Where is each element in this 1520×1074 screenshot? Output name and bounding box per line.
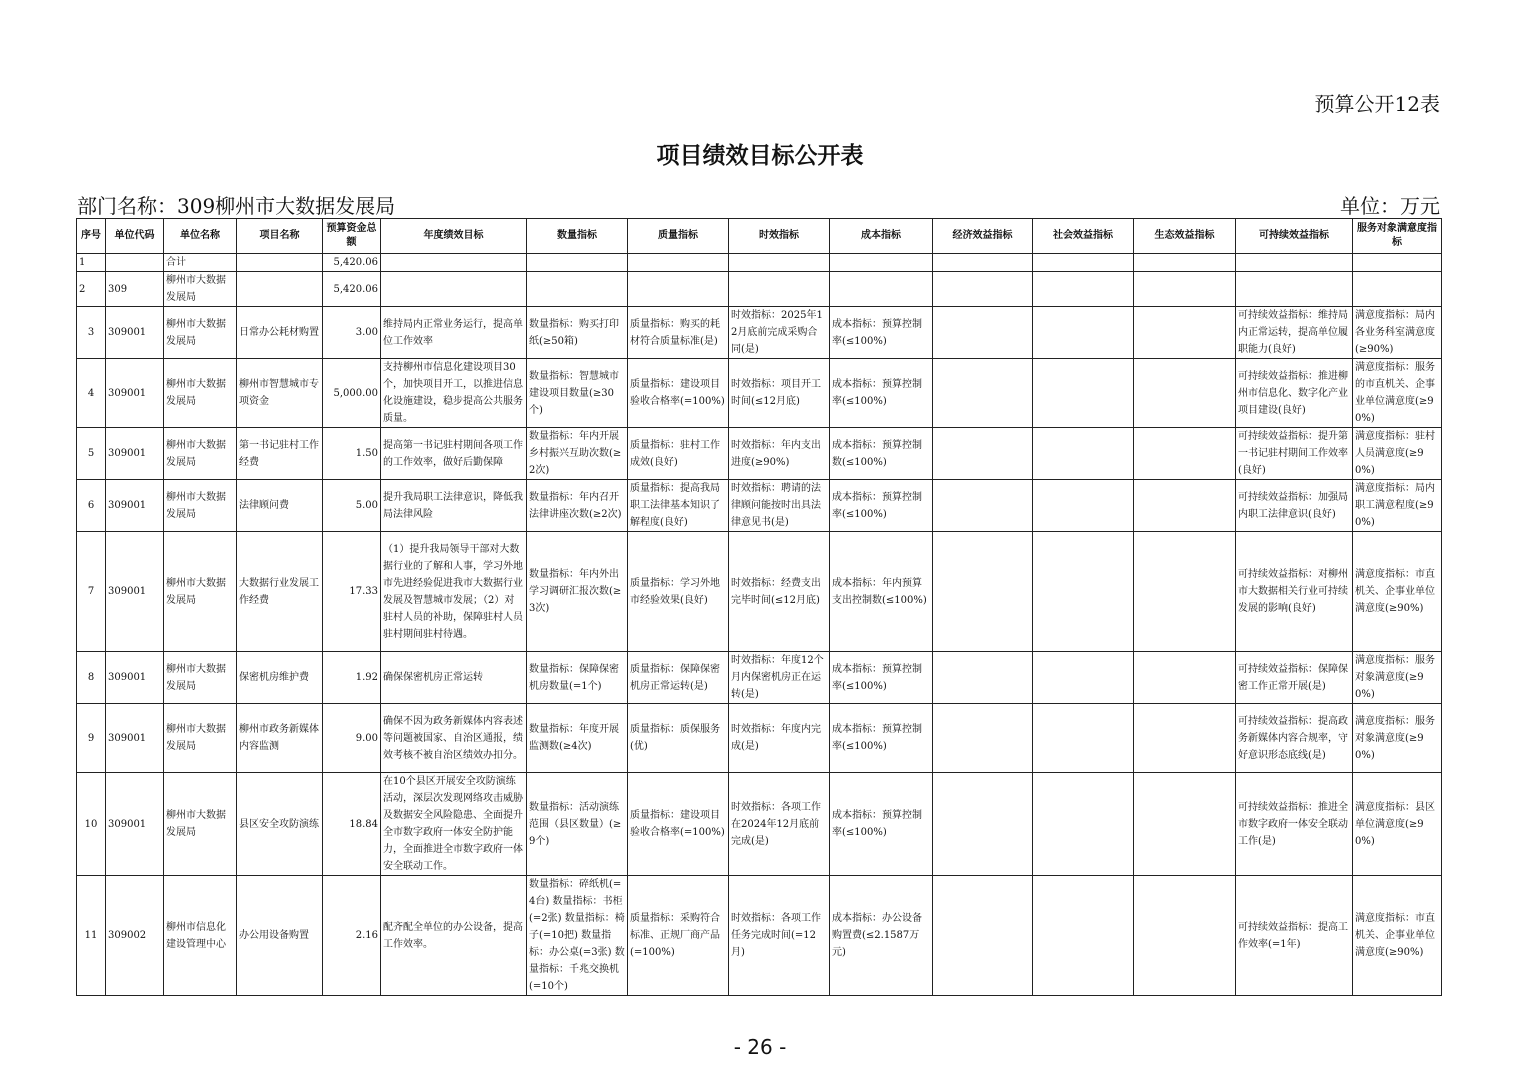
cell-quality: 质量指标：购买的耗材符合质量标准(是) — [628, 307, 729, 359]
cell-goal: 维持局内正常业务运行，提高单位工作效率 — [381, 307, 527, 359]
cell-budget: 3.00 — [323, 307, 381, 359]
table-row — [77, 254, 1442, 272]
cell-unit: 合计 — [164, 254, 237, 272]
cell-project: 柳州市智慧城市专项资金 — [237, 359, 323, 428]
cell-goal: （1）提升我局领导干部对大数据行业的了解和人事，学习外地市先进经验促进我市大数据行业发展及智慧城市发展；（2）对驻村人员的补助，保障驻村人员驻村期间驻村待遇。 — [381, 532, 527, 652]
cell-seq: 3 — [77, 307, 106, 359]
cell-goal: 配齐配全单位的办公设备，提高工作效率。 — [381, 876, 527, 996]
cell-satisfaction: 满意度指标：县区单位满意度(≥90%) — [1353, 773, 1442, 876]
cell-project: 法律顾问费 — [237, 480, 323, 532]
cell-sustain: 可持续效益指标：推进柳州市信息化、数字化产业项目建设(良好) — [1236, 359, 1353, 428]
header-cost: 成本指标 — [830, 219, 933, 254]
cell-time: 时效指标：各项工作任务完成时间(=12月) — [729, 876, 830, 996]
cell-satisfaction: 满意度指标：服务的市直机关、企事业单位满意度(≥90%) — [1353, 359, 1442, 428]
cell-code: 309001 — [106, 652, 164, 704]
table-row — [77, 428, 1442, 480]
cell-econ — [933, 773, 1033, 876]
cell-seq: 8 — [77, 652, 106, 704]
cell-qty: 数量指标：保障保密机房数量(=1个) — [527, 652, 628, 704]
header-budget: 预算资金总额 — [323, 219, 381, 254]
cell-goal — [381, 254, 527, 272]
cell-quality: 质量指标：驻村工作成效(良好) — [628, 428, 729, 480]
header-econ: 经济效益指标 — [933, 219, 1033, 254]
header-code: 单位代码 — [106, 219, 164, 254]
cell-budget: 5,420.06 — [323, 272, 381, 307]
cell-social — [1033, 359, 1134, 428]
cell-eco — [1134, 428, 1236, 480]
cell-qty: 数量指标：智慧城市建设项目数量(≥30个) — [527, 359, 628, 428]
cell-goal: 确保不因为政务新媒体内容表述等问题被国家、自治区通报，绩效考核不被自治区绩效办扣分。 — [381, 704, 527, 773]
table-row — [77, 532, 1442, 652]
cell-satisfaction — [1353, 254, 1442, 272]
cell-quality: 质量指标：学习外地市经验效果(良好) — [628, 532, 729, 652]
cell-time: 时效指标：项目开工时间(≤12月底) — [729, 359, 830, 428]
cell-eco — [1134, 480, 1236, 532]
cell-cost: 成本指标：预算控制率(≤100%) — [830, 652, 933, 704]
cell-social — [1033, 773, 1134, 876]
cell-time: 时效指标：年度内完成(是) — [729, 704, 830, 773]
cell-social — [1033, 876, 1134, 996]
table-row — [77, 307, 1442, 359]
page-title: 项目绩效目标公开表 — [656, 143, 864, 169]
cell-sustain: 可持续效益指标：对柳州市大数据相关行业可持续发展的影响(良好) — [1236, 532, 1353, 652]
cell-code: 309002 — [106, 876, 164, 996]
cell-unit: 柳州市信息化建设管理中心 — [164, 876, 237, 996]
cell-quality: 质量指标：采购符合标准、正规厂商产品(=100%) — [628, 876, 729, 996]
cell-econ — [933, 532, 1033, 652]
cell-code: 309001 — [106, 359, 164, 428]
cell-seq: 5 — [77, 428, 106, 480]
table-row — [77, 480, 1442, 532]
cell-sustain — [1236, 272, 1353, 307]
cell-unit: 柳州市大数据发展局 — [164, 704, 237, 773]
cell-cost — [830, 272, 933, 307]
cell-budget: 17.33 — [323, 532, 381, 652]
cell-goal: 确保保密机房正常运转 — [381, 652, 527, 704]
cell-time: 时效指标：聘请的法律顾问能按时出具法律意见书(是) — [729, 480, 830, 532]
cell-cost — [830, 254, 933, 272]
currency-unit: 单位：万元 — [1340, 194, 1440, 218]
cell-sustain: 可持续效益指标：保障保密工作正常开展(是) — [1236, 652, 1353, 704]
cell-social — [1033, 307, 1134, 359]
cell-project: 第一书记驻村工作经费 — [237, 428, 323, 480]
cell-code: 309001 — [106, 428, 164, 480]
cell-sustain: 可持续效益指标：提升第一书记驻村期间工作效率(良好) — [1236, 428, 1353, 480]
cell-satisfaction: 满意度指标：服务对象满意度(≥90%) — [1353, 652, 1442, 704]
cell-code: 309001 — [106, 480, 164, 532]
cell-econ — [933, 704, 1033, 773]
table-row — [77, 359, 1442, 428]
table-row — [77, 704, 1442, 773]
cell-unit: 柳州市大数据发展局 — [164, 307, 237, 359]
cell-budget: 1.50 — [323, 428, 381, 480]
cell-econ — [933, 480, 1033, 532]
cell-budget: 9.00 — [323, 704, 381, 773]
cell-project: 办公用设备购置 — [237, 876, 323, 996]
cell-satisfaction: 满意度指标：市直机关、企事业单位满意度(≥90%) — [1353, 876, 1442, 996]
cell-eco — [1134, 254, 1236, 272]
cell-seq: 9 — [77, 704, 106, 773]
cell-satisfaction — [1353, 272, 1442, 307]
cell-eco — [1134, 704, 1236, 773]
cell-unit: 柳州市大数据发展局 — [164, 359, 237, 428]
cell-satisfaction: 满意度指标：市直机关、企事业单位满意度(≥90%) — [1353, 532, 1442, 652]
cell-unit: 柳州市大数据发展局 — [164, 652, 237, 704]
cell-satisfaction: 满意度指标：驻村人员满意度(≥90%) — [1353, 428, 1442, 480]
cell-project: 日常办公耗材购置 — [237, 307, 323, 359]
cell-code — [106, 254, 164, 272]
cell-time: 时效指标：各项工作在2024年12月底前完成(是) — [729, 773, 830, 876]
header-social: 社会效益指标 — [1033, 219, 1134, 254]
cell-eco — [1134, 652, 1236, 704]
cell-quality — [628, 254, 729, 272]
page-number: - 26 - — [733, 1035, 787, 1059]
table-row — [77, 876, 1442, 996]
cell-econ — [933, 254, 1033, 272]
cell-project: 柳州市政务新媒体内容监测 — [237, 704, 323, 773]
cell-eco — [1134, 307, 1236, 359]
cell-project: 大数据行业发展工作经费 — [237, 532, 323, 652]
cell-qty — [527, 272, 628, 307]
cell-eco — [1134, 359, 1236, 428]
cell-sustain: 可持续效益指标：提高政务新媒体内容合规率，守好意识形态底线(是) — [1236, 704, 1353, 773]
cell-project: 县区安全攻防演练 — [237, 773, 323, 876]
cell-econ — [933, 652, 1033, 704]
cell-sustain — [1236, 254, 1353, 272]
cell-satisfaction: 满意度指标：局内职工满意程度(≥90%) — [1353, 480, 1442, 532]
header-quality: 质量指标 — [628, 219, 729, 254]
cell-social — [1033, 652, 1134, 704]
cell-quality: 质量指标：质保服务(优) — [628, 704, 729, 773]
cell-seq: 1 — [77, 254, 106, 272]
header-project: 项目名称 — [237, 219, 323, 254]
cell-cost: 成本指标：预算控制率(≤100%) — [830, 307, 933, 359]
cell-qty: 数量指标：年内开展乡村振兴互助次数(≥2次) — [527, 428, 628, 480]
table-row — [77, 773, 1442, 876]
cell-cost: 成本指标：预算控制率(≤100%) — [830, 704, 933, 773]
cell-unit: 柳州市大数据发展局 — [164, 272, 237, 307]
header-unit: 单位名称 — [164, 219, 237, 254]
cell-code: 309001 — [106, 773, 164, 876]
cell-time: 时效指标：经费支出完毕时间(≤12月底) — [729, 532, 830, 652]
cell-social — [1033, 704, 1134, 773]
table-header-row — [77, 219, 1442, 254]
cell-social — [1033, 272, 1134, 307]
cell-code: 309001 — [106, 704, 164, 773]
cell-qty: 数量指标：活动演练范围（县区数量）(≥9个) — [527, 773, 628, 876]
cell-cost: 成本指标：预算控制率(≤100%) — [830, 480, 933, 532]
cell-quality: 质量指标：保障保密机房正常运转(是) — [628, 652, 729, 704]
cell-sustain: 可持续效益指标：加强局内职工法律意识(良好) — [1236, 480, 1353, 532]
cell-sustain: 可持续效益指标：维持局内正常运转，提高单位履职能力(良好) — [1236, 307, 1353, 359]
cell-goal: 提升我局职工法律意识，降低我局法律风险 — [381, 480, 527, 532]
cell-quality: 质量指标：提高我局职工法律基本知识了解程度(良好) — [628, 480, 729, 532]
table-row — [77, 272, 1442, 307]
cell-budget: 18.84 — [323, 773, 381, 876]
cell-goal — [381, 272, 527, 307]
cell-time: 时效指标：年内支出进度(≥90%) — [729, 428, 830, 480]
cell-cost: 成本指标：年内预算支出控制数(≤100%) — [830, 532, 933, 652]
cell-budget: 2.16 — [323, 876, 381, 996]
cell-goal: 提高第一书记驻村期间各项工作的工作效率，做好后勤保障 — [381, 428, 527, 480]
cell-project — [237, 254, 323, 272]
cell-satisfaction: 满意度指标：服务对象满意度(≥90%) — [1353, 704, 1442, 773]
cell-qty: 数量指标：碎纸机(=4台) 数量指标：书柜(=2张) 数量指标：椅子(=10把) 数量指标：办公桌(=3张) 数量指标：千兆交换机(=10个) — [527, 876, 628, 996]
header-qty: 数量指标 — [527, 219, 628, 254]
cell-econ — [933, 428, 1033, 480]
cell-time — [729, 254, 830, 272]
cell-unit: 柳州市大数据发展局 — [164, 428, 237, 480]
cell-project — [237, 272, 323, 307]
cell-social — [1033, 254, 1134, 272]
cell-social — [1033, 480, 1134, 532]
cell-time: 时效指标：年度12个月内保密机房正在运转(是) — [729, 652, 830, 704]
cell-cost: 成本指标：预算控制数(≤100%) — [830, 428, 933, 480]
cell-unit: 柳州市大数据发展局 — [164, 773, 237, 876]
header-eco: 生态效益指标 — [1134, 219, 1236, 254]
cell-econ — [933, 359, 1033, 428]
cell-cost: 成本指标：预算控制率(≤100%) — [830, 359, 933, 428]
header-goal: 年度绩效目标 — [381, 219, 527, 254]
cell-code: 309 — [106, 272, 164, 307]
cell-sustain: 可持续效益指标：推进全市数字政府一体安全联动工作(是) — [1236, 773, 1353, 876]
header-time: 时效指标 — [729, 219, 830, 254]
cell-code: 309001 — [106, 532, 164, 652]
cell-project: 保密机房维护费 — [237, 652, 323, 704]
cell-econ — [933, 272, 1033, 307]
cell-qty — [527, 254, 628, 272]
cell-seq: 7 — [77, 532, 106, 652]
header-sustain: 可持续效益指标 — [1236, 219, 1353, 254]
cell-quality: 质量指标：建设项目验收合格率(=100%) — [628, 773, 729, 876]
cell-qty: 数量指标：年内外出学习调研汇报次数(≥3次) — [527, 532, 628, 652]
cell-seq: 6 — [77, 480, 106, 532]
cell-cost: 成本指标：办公设备购置费(≤2.1587万元) — [830, 876, 933, 996]
performance-table — [76, 218, 1442, 996]
cell-sustain: 可持续效益指标：提高工作效率(=1年) — [1236, 876, 1353, 996]
header-satisfaction: 服务对象满意度指标 — [1353, 219, 1442, 254]
cell-seq: 11 — [77, 876, 106, 996]
cell-eco — [1134, 876, 1236, 996]
cell-seq: 10 — [77, 773, 106, 876]
table-row — [77, 652, 1442, 704]
cell-qty: 数量指标：年度开展监测数(≥4次) — [527, 704, 628, 773]
cell-time: 时效指标：2025年12月底前完成采购合同(是) — [729, 307, 830, 359]
department-name: 部门名称：309柳州市大数据发展局 — [77, 194, 396, 218]
cell-goal: 支持柳州市信息化建设项目30个，加快项目开工，以推进信息化设施建设，稳步提高公共服务质量。 — [381, 359, 527, 428]
cell-seq: 4 — [77, 359, 106, 428]
cell-quality — [628, 272, 729, 307]
cell-econ — [933, 876, 1033, 996]
cell-social — [1033, 532, 1134, 652]
cell-budget: 5.00 — [323, 480, 381, 532]
cell-eco — [1134, 532, 1236, 652]
cell-qty: 数量指标：购买打印纸(≥50箱) — [527, 307, 628, 359]
cell-seq: 2 — [77, 272, 106, 307]
cell-social — [1033, 428, 1134, 480]
cell-qty: 数量指标：年内召开法律讲座次数(≥2次) — [527, 480, 628, 532]
cell-budget: 5,000.00 — [323, 359, 381, 428]
cell-econ — [933, 307, 1033, 359]
cell-cost: 成本指标：预算控制率(≤100%) — [830, 773, 933, 876]
cell-budget: 1.92 — [323, 652, 381, 704]
cell-time — [729, 272, 830, 307]
header-seq: 序号 — [77, 219, 106, 254]
cell-quality: 质量指标：建设项目验收合格率(=100%) — [628, 359, 729, 428]
cell-budget: 5,420.06 — [323, 254, 381, 272]
cell-satisfaction: 满意度指标：局内各业务科室满意度(≥90%) — [1353, 307, 1442, 359]
form-number: 预算公开12表 — [1314, 92, 1440, 116]
cell-code: 309001 — [106, 307, 164, 359]
cell-eco — [1134, 272, 1236, 307]
cell-unit: 柳州市大数据发展局 — [164, 532, 237, 652]
cell-goal: 在10个县区开展安全攻防演练活动，深层次发现网络攻击威胁及数据安全风险隐患、全面提升全市数字政府一体安全防护能力，全面推进全市数字政府一体安全联动工作。 — [381, 773, 527, 876]
cell-eco — [1134, 773, 1236, 876]
cell-unit: 柳州市大数据发展局 — [164, 480, 237, 532]
